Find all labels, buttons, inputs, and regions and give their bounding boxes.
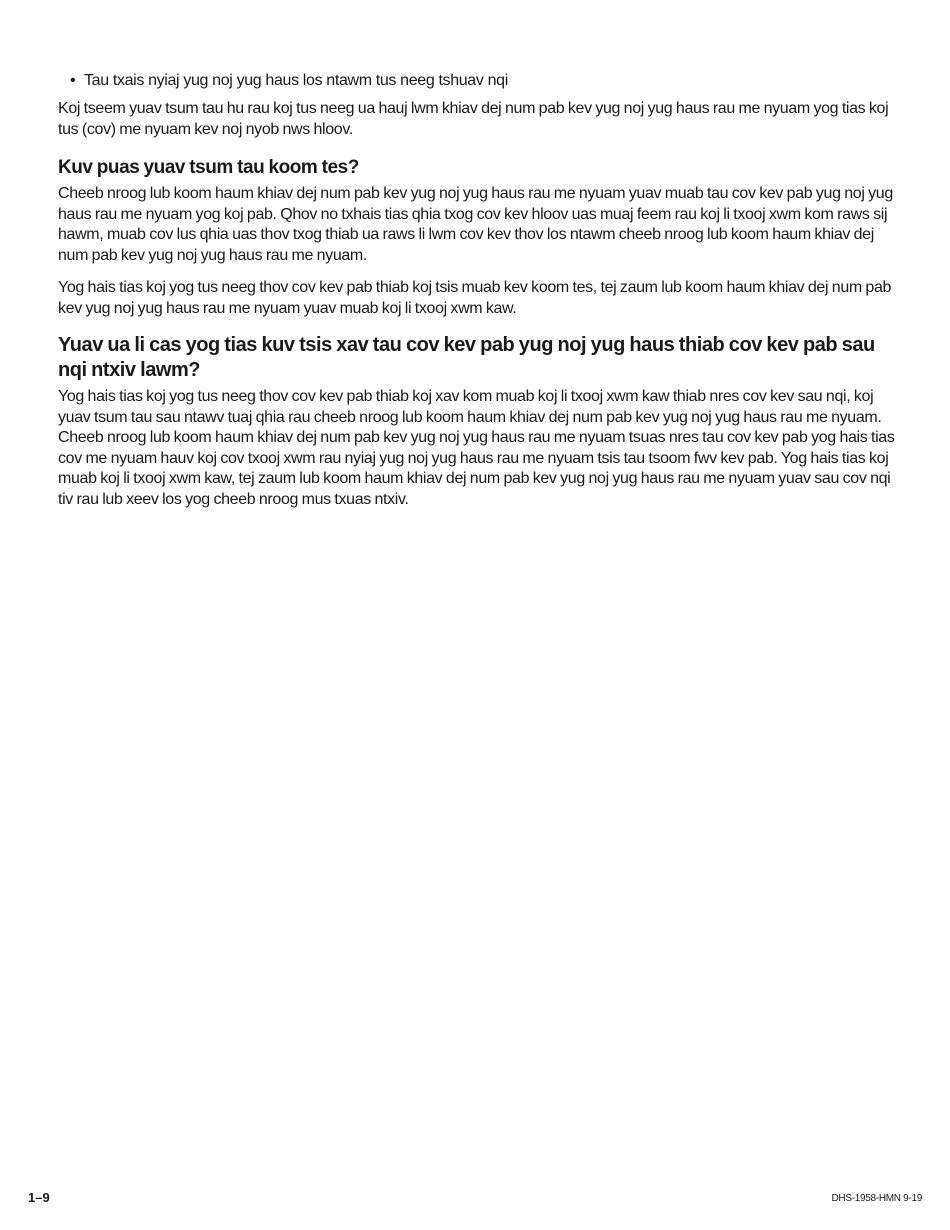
section-heading-cooperate: Kuv puas yuav tsum tau koom tes? — [58, 157, 359, 178]
paragraph: Yog hais tias koj yog tus neeg thov cov kev pab thiab koj tsis muab kev koom tes, tej zaum lub koom haum khiav dej num pab kev yug noj yug haus rau me nyuam yuav muab koj li txooj xwm kaw. — [58, 279, 892, 317]
list-item: • Tau txais nyiaj yug noj yug haus los ntawm tus neeg tshuav nqi — [70, 70, 896, 91]
page-number: 1–9 — [28, 1190, 50, 1205]
section-heading-stop-services: Yuav ua li cas yog tias kuv tsis xav tau cov kev pab yug noj yug haus thiab cov kev pab sau nqi ntxiv lawm? — [58, 334, 875, 381]
intro-paragraph: Koj tseem yuav tsum tau hu rau koj tus neeg ua hauj lwm khiav dej num pab kev yug noj yug haus rau me nyuam yog tias koj tus (cov) me nyuam kev noj nyob nws hloov. — [58, 100, 889, 138]
paragraph: Yog hais tias koj yog tus neeg thov cov kev pab thiab koj xav kom muab koj li txooj xwm kaw thiab nres cov kev sau nqi, koj yuav tsum tau sau ntawv tuaj qhia rau cheeb nroog lub koom haum khiav dej num pab kev yug noj yug haus rau me nyuam. Cheeb nroog lub koom haum khiav dej num pab kev yug noj yug haus rau me nyuam tsuas nres tau cov kev pab yog hais tias cov me nyuam hauv koj cov txooj xwm rau nyiaj yug noj yug haus rau me nyuam tsis tau tsoom fwv kev pab. Yog hais tias koj muab koj li txooj xwm kaw, tej zaum lub koom haum khiav dej num pab kev yug noj yug haus rau me nyuam yuav sau cov nqi tiv rau lub xeev los yog cheeb nroog mus txuas ntxiv. — [58, 388, 895, 508]
document-body — [58, 70, 896, 510]
form-code: DHS-1958-HMN 9-19 — [831, 1193, 922, 1204]
bullet-list — [58, 70, 896, 91]
paragraph: Cheeb nroog lub koom haum khiav dej num pab kev yug noj yug haus rau me nyuam yuav muab tau cov kev pab yug noj yug haus rau me nyuam yog koj pab. Qhov no txhais tias qhia txog cov kev hloov uas muaj feem rau koj li txooj xwm kom raws sij hawm, muab cov lus qhia uas thov txog thiab ua raws li lwm cov kev thov los ntawm cheeb nroog lub koom haum khiav dej num pab kev yug noj yug haus rau me nyuam. — [58, 185, 893, 264]
